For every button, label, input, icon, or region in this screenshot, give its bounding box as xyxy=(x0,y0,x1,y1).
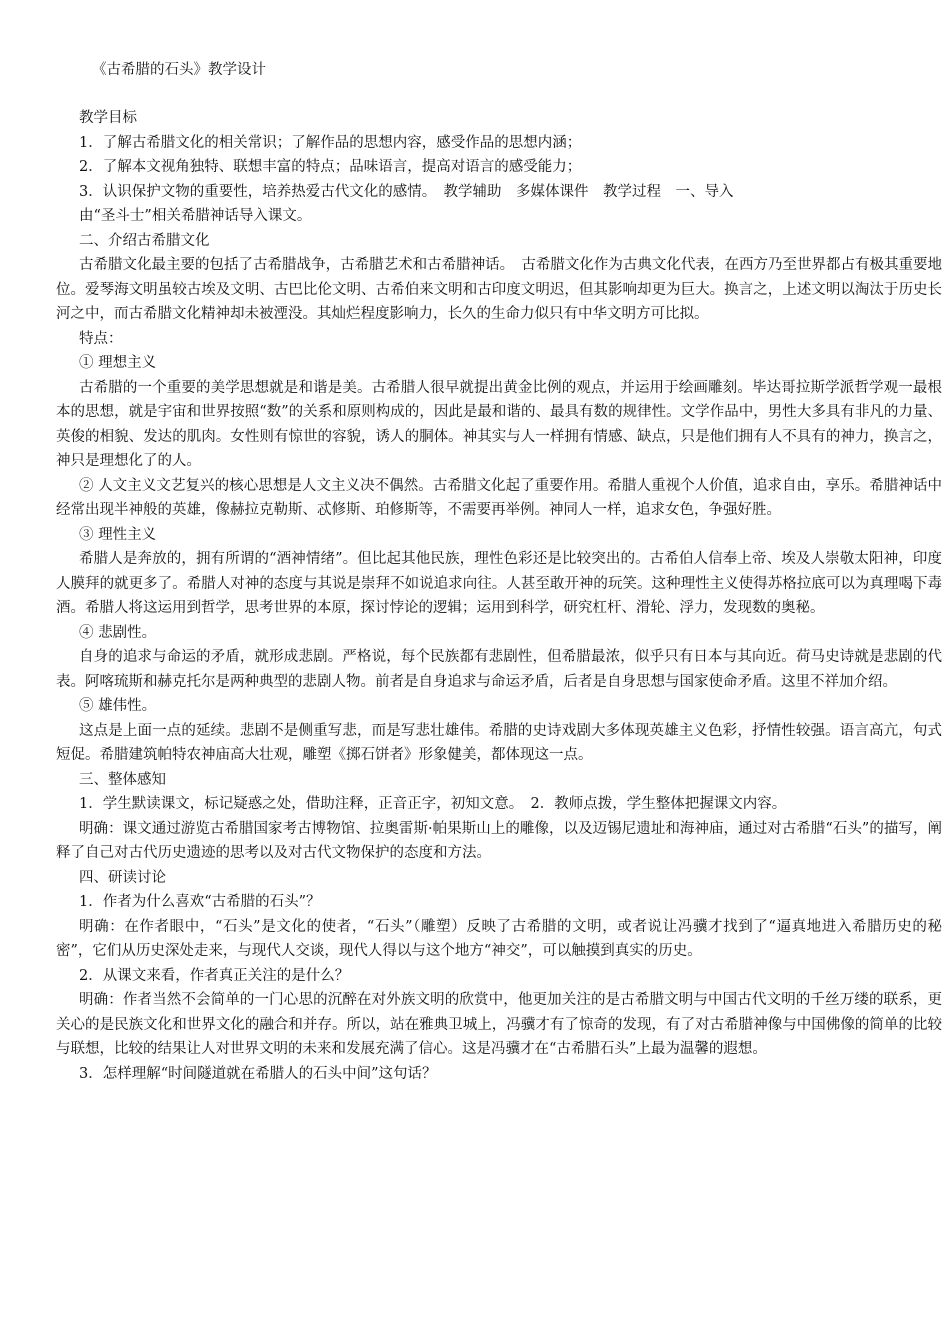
answer-2: 明确：作者当然不会简单的一门心思的沉醉在对外族文明的欣赏中，他更加关注的是古希腊文明与中国古代文明的千丝万缕的联系，更关心的是民族文化和世界文化的融合和并存。所以，站在雅典卫城上，冯骥才有了惊奇的发现，有了对古希腊神像与中国佛像的简单的比较与联想，比较的结果让人对世界文明的未来和发展充满了信心。这是冯骥才在“古希腊石头”上最为温馨的遐想。 xyxy=(56,992,942,1057)
answer-1: 明确：在作者眼中，“石头”是文化的使者，“石头”（雕塑）反映了古希腊的文明，或者说让冯骥才找到了“逼真地进入希腊历史的秘密”，它们从历史深处走来，与现代人交谈，现代人得以与这个地方“神交”，可以触摸到真实的历史。 xyxy=(56,918,942,959)
document-body xyxy=(56,106,942,1086)
objective-item-3: 3．认识保护文物的重要性，培养热爱古代文化的感情。 教学辅助 多媒体课件 教学过程 一、导入 xyxy=(79,183,734,200)
objective-item-2: 2．了解本文视角独特、联想丰富的特点；品味语言，提高对语言的感受能力； xyxy=(79,159,582,175)
feature-3-heading: ③ 理性主义 xyxy=(79,526,157,543)
question-3: 3．怎样理解“时间隧道就在希腊人的石头中间”这句话？ xyxy=(79,1065,437,1082)
section-3-tasks: 1．学生默读课文，标记疑惑之处，借助注释，正音正字，初知文意。 2．教师点拨，学生整体把握课文内容。 xyxy=(79,796,787,812)
feature-5-heading: ⑤ 雄伟性。 xyxy=(79,698,157,714)
feature-1-text: 古希腊的一个重要的美学思想就是和谐是美。古希腊人很早就提出黄金比例的观点，并运用于绘画雕刻。毕达哥拉斯学派哲学观一最根本的思想，就是宇宙和世界按照“数”的关系和原则构成的，因此是最和谐的、最具有数的规律性。文学作品中，男性大多具有非凡的力量、英俊的相貌、发达的肌肉。女性则有惊世的容貌，诱人的胴体。神其实与人一样拥有情感、缺点，只是他们拥有人不具有的神力，换言之，神只是理想化了的人。 xyxy=(56,379,942,469)
document-title: 《古希腊的石头》教学设计 xyxy=(92,62,266,78)
feature-2-text: ② 人文主义文艺复兴的核心思想是人文主义决不偶然。古希腊文化起了重要作用。希腊人重视个人价值，追求自由，享乐。希腊神话中经常出现半神般的英雄，像赫拉克勒斯、忒修斯、珀修斯等，不需要再举例。神同人一样，追求女色，争强好胜。 xyxy=(56,477,942,518)
feature-5-text: 这点是上面一点的延续。悲剧不是侧重写悲，而是写悲壮雄伟。希腊的史诗戏剧大多体现英雄主义色彩，抒情性较强。语言高亢，句式短促。希腊建筑帕特农神庙高大壮观，雕塑《掷石饼者》形象健美，都体现这一点。 xyxy=(56,722,942,763)
feature-1-heading: ① 理想主义 xyxy=(79,355,157,371)
section-4-heading: 四、研读讨论 xyxy=(79,869,166,886)
feature-3-text: 希腊人是奔放的，拥有所谓的“酒神情绪”。但比起其他民族，理性色彩还是比较突出的。古希伯人信奉上帝、埃及人崇敬太阳神，印度人膜拜的就更多了。希腊人对神的态度与其说是崇拜不如说追求向往。人甚至敢开神的玩笑。这种理性主义使得苏格拉底可以为真理喝下毒酒。希腊人将这运用到哲学，思考世界的本原，探讨悖论的逻辑；运用到科学，研究杠杆、滑轮、浮力，发现数的奥秘。 xyxy=(56,551,942,616)
features-label: 特点： xyxy=(79,330,123,347)
objective-item-1: 1．了解古希腊文化的相关常识；了解作品的思想内容，感受作品的思想内涵； xyxy=(79,134,582,151)
objectives-heading: 教学目标 xyxy=(79,110,137,126)
feature-4-heading: ④ 悲剧性。 xyxy=(79,624,157,641)
question-2: 2．从课文来看，作者真正关注的是什么？ xyxy=(79,967,350,984)
intro-line: 由“圣斗士”相关希腊神话导入课文。 xyxy=(79,208,312,224)
question-1: 1．作者为什么喜欢“古希腊的石头”？ xyxy=(79,894,321,910)
feature-4-text: 自身的追求与命运的矛盾，就形成悲剧。严格说，每个民族都有悲剧性，但希腊最浓，似乎只有日本与其向近。荷马史诗就是悲剧的代表。阿喀琉斯和赫克托尔是两种典型的悲剧人物。前者是自身追求与命运矛盾，后者是自身思想与国家使命矛盾。这里不祥加介绍。 xyxy=(56,649,942,690)
section-2-heading: 二、介绍古希腊文化 xyxy=(79,232,210,249)
section-3-clarify: 明确：课文通过游览古希腊国家考古博物馆、拉奥雷斯·帕果斯山上的雕像，以及迈锡尼遗址和海神庙，通过对古希腊“石头”的描写，阐释了自己对古代历史遗迹的思考以及对古代文物保护的态度和方法。 xyxy=(56,820,942,861)
section-3-heading: 三、整体感知 xyxy=(79,771,166,788)
section-2-paragraph: 古希腊文化最主要的包括了古希腊战争，古希腊艺术和古希腊神话。 古希腊文化作为古典文化代表，在西方乃至世界都占有极其重要地位。爱琴海文明虽较古埃及文明、古巴比伦文明、古希伯来文明和古印度文明迟，但其影响却更为巨大。换言之，上述文明以淘汰于历史长河之中，而古希腊文化精神却未被湮没。其灿烂程度影响力，长久的生命力似只有中华文明方可比拟。 xyxy=(56,257,942,322)
